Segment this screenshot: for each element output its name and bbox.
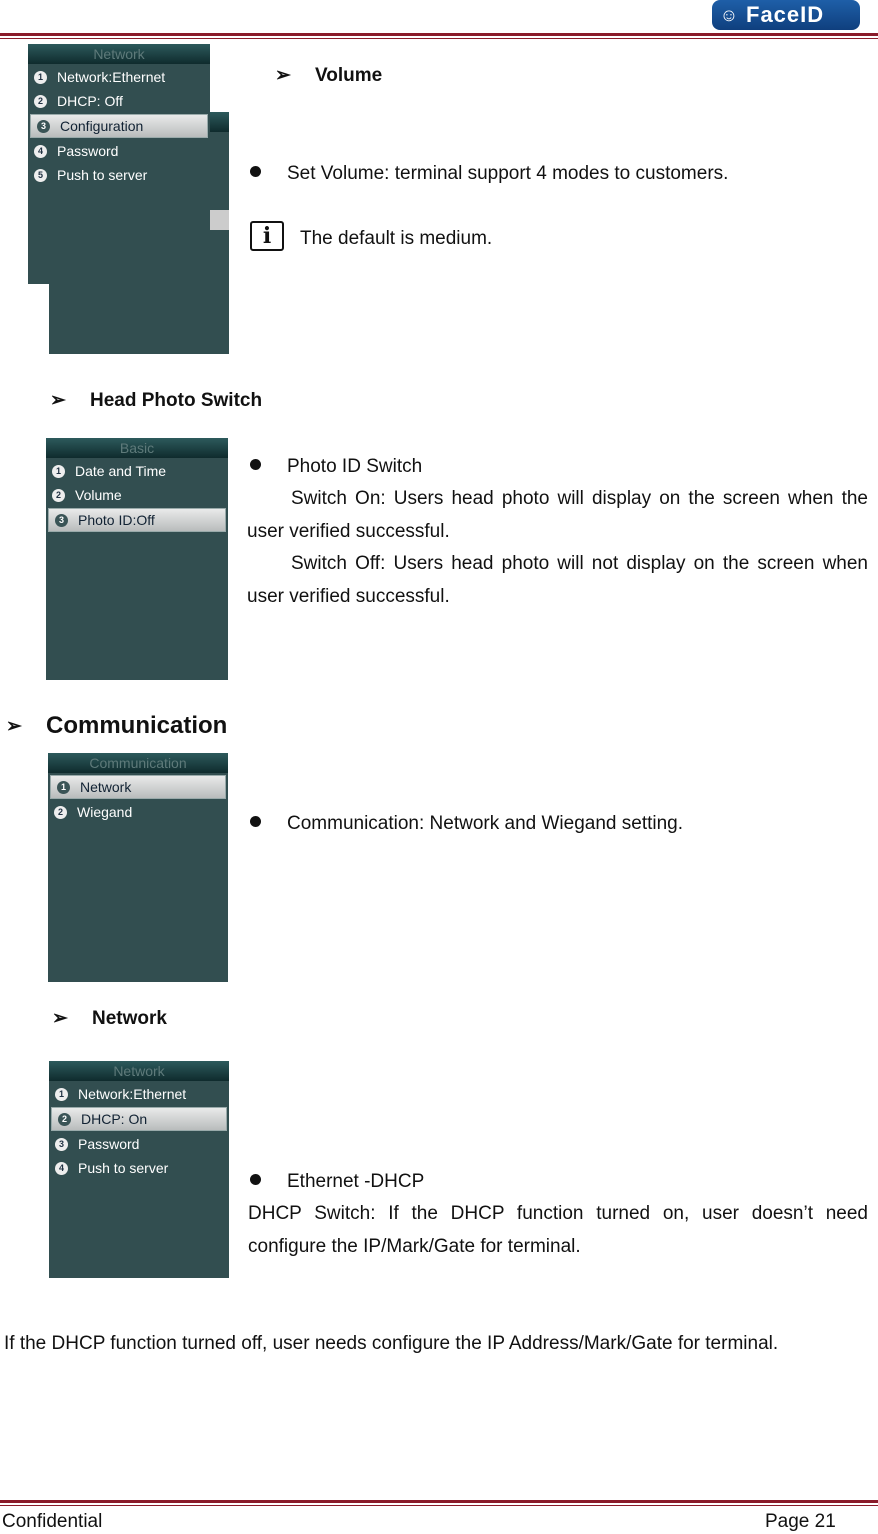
menu-number-icon: 3: [55, 1138, 68, 1151]
screen-title: Basic: [46, 438, 228, 458]
heading-network: [52, 1007, 167, 1030]
faceid-logo: [712, 0, 860, 30]
screen-menu-item[interactable]: [48, 508, 226, 532]
footer-rule: [0, 1500, 878, 1503]
menu-number-icon: 2: [54, 806, 67, 819]
device-screen-communication: [48, 753, 228, 982]
screen-title: Network: [49, 1061, 229, 1081]
footer-rule-thin: [0, 1505, 878, 1506]
menu-item-label: Push to server: [78, 1160, 169, 1176]
menu-item-label: Photo ID:Off: [78, 512, 155, 528]
bullet-text: Photo ID Switch: [287, 456, 423, 477]
screen-title: Network: [28, 44, 210, 64]
heading-volume: [275, 64, 382, 87]
menu-item-label: Push to server: [57, 167, 148, 183]
screen-menu-item[interactable]: [46, 484, 228, 506]
screen-menu-item[interactable]: [28, 164, 210, 186]
screen-menu-item[interactable]: [46, 460, 228, 482]
bullet-dot-icon: [250, 166, 261, 177]
menu-item-label: Configuration: [60, 118, 144, 134]
menu-number-icon: 3: [37, 120, 50, 133]
bullet-text: Communication: Network and Wiegand setting.: [287, 813, 684, 834]
heading-text: Communication: [46, 712, 228, 739]
menu-number-icon: 1: [34, 71, 47, 84]
screen-menu-item[interactable]: [28, 66, 210, 88]
screen-menu-item[interactable]: [49, 1133, 229, 1155]
device-screen-network: [49, 1061, 229, 1278]
heading-text: Volume: [315, 64, 383, 86]
menu-number-icon: 2: [58, 1113, 71, 1126]
dhcp-desc: DHCP Switch: If the DHCP function turned on, user doesn’t need configure the IP/Mark/Gate for terminal.: [248, 1203, 868, 1257]
menu-item-label: Password: [78, 1136, 140, 1152]
menu-item-label: Volume: [75, 487, 122, 503]
screen-menu-item[interactable]: [30, 114, 208, 138]
info-icon: i: [250, 221, 284, 251]
arrow-bullet-icon: ➢: [52, 1008, 68, 1029]
header-rule: [0, 33, 878, 36]
note-text: The default is medium.: [300, 228, 493, 249]
closing-text: If the DHCP function turned off, user needs configure the IP Address/Mark/Gate for terminal.: [4, 1333, 779, 1354]
menu-number-icon: 1: [52, 465, 65, 478]
menu-item-label: Network:Ethernet: [57, 69, 166, 85]
bullet-volume: [250, 158, 728, 190]
heading-text: Head Photo Switch: [90, 389, 263, 411]
bullet-text: Set Volume: terminal support 4 modes to customers.: [287, 163, 729, 184]
bullet-text: Ethernet -DHCP: [287, 1171, 425, 1192]
screen-menu-item[interactable]: [51, 1107, 227, 1131]
bullet-dot-icon: [250, 1174, 261, 1185]
switch-on-text: Switch On: Users head photo will display on the screen when the user verified successful.: [247, 488, 868, 542]
menu-item-label: Wiegand: [77, 804, 133, 820]
header-rule-thin: [0, 38, 878, 39]
screen-menu-item[interactable]: [49, 1157, 229, 1179]
device-screen-basic: [46, 438, 228, 680]
menu-number-icon: 2: [52, 489, 65, 502]
bullet-dot-icon: [250, 816, 261, 827]
screen-menu-item[interactable]: [48, 801, 228, 823]
screen-title: Communication: [48, 753, 228, 773]
arrow-bullet-icon: ➢: [6, 715, 22, 737]
logo-text: FaceID: [746, 2, 825, 27]
arrow-bullet-icon: ➢: [50, 390, 66, 411]
menu-number-icon: 2: [34, 95, 47, 108]
screen-scroll-stub: [209, 210, 229, 230]
menu-number-icon: 3: [55, 514, 68, 527]
switch-off-text: Switch Off: Users head photo will not display on the screen when user verified successful.: [247, 553, 868, 607]
heading-communication: [6, 712, 227, 740]
footer-page-number: Page 21: [765, 1511, 836, 1532]
face-icon: ☺: [719, 4, 739, 25]
menu-item-label: DHCP: Off: [57, 93, 123, 109]
menu-item-label: DHCP: On: [81, 1111, 148, 1127]
arrow-bullet-icon: ➢: [275, 65, 291, 86]
screen-menu-item[interactable]: [49, 1083, 229, 1105]
bullet-ethernet: [250, 1166, 424, 1198]
bullet-dot-icon: [250, 459, 261, 470]
bullet-communication: [250, 808, 683, 840]
menu-number-icon: 4: [34, 145, 47, 158]
menu-item-label: Network: [80, 779, 132, 795]
menu-number-icon: 1: [57, 781, 70, 794]
screen-menu-item[interactable]: [28, 140, 210, 162]
menu-item-label: Password: [57, 143, 119, 159]
menu-number-icon: 5: [34, 169, 47, 182]
menu-item-label: Network:Ethernet: [78, 1086, 187, 1102]
footer-confidential: Confidential: [2, 1511, 103, 1532]
heading-text: Network: [92, 1007, 167, 1029]
bullet-photo-id: [250, 451, 422, 483]
menu-number-icon: 4: [55, 1162, 68, 1175]
device-screen-volume: [28, 44, 210, 284]
screen-menu-item[interactable]: [28, 90, 210, 112]
screen-menu-item[interactable]: [50, 775, 226, 799]
menu-item-label: Date and Time: [75, 463, 167, 479]
heading-head-photo: [50, 389, 262, 412]
menu-number-icon: 1: [55, 1088, 68, 1101]
